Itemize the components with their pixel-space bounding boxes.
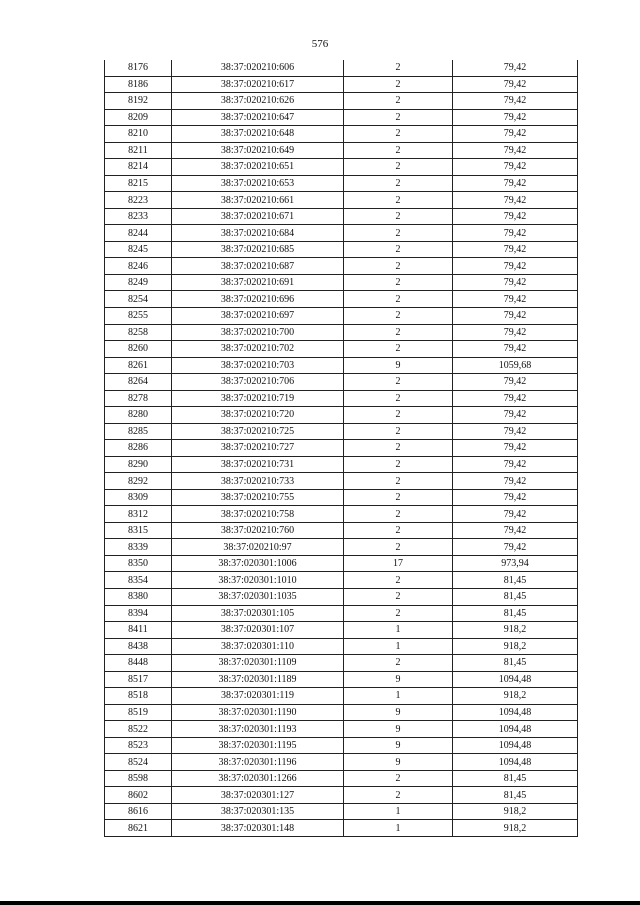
count-cell: 2: [344, 489, 453, 506]
count-cell: 9: [344, 754, 453, 771]
cadastral-number-cell: 38:37:020210:697: [172, 307, 344, 324]
area-cell: 79,42: [453, 142, 578, 159]
cadastral-number-cell: 38:37:020210:755: [172, 489, 344, 506]
table-row: [105, 60, 578, 76]
record-number-cell: 8215: [105, 175, 172, 192]
area-cell: 918,2: [453, 820, 578, 837]
cadastral-number-cell: 38:37:020210:758: [172, 506, 344, 523]
table-row: [105, 456, 578, 473]
count-cell: 2: [344, 522, 453, 539]
cadastral-number-cell: 38:37:020301:1195: [172, 737, 344, 754]
area-cell: 79,42: [453, 506, 578, 523]
record-number-cell: 8524: [105, 754, 172, 771]
count-cell: 2: [344, 605, 453, 622]
area-cell: 79,42: [453, 109, 578, 126]
cadastral-number-cell: 38:37:020210:653: [172, 175, 344, 192]
table-row: [105, 291, 578, 308]
area-cell: 973,94: [453, 555, 578, 572]
cadastral-number-cell: 38:37:020210:647: [172, 109, 344, 126]
table-row: [105, 407, 578, 424]
count-cell: 1: [344, 803, 453, 820]
cadastral-number-cell: 38:37:020301:119: [172, 688, 344, 705]
count-cell: 2: [344, 655, 453, 672]
area-cell: 79,42: [453, 126, 578, 143]
area-cell: 79,42: [453, 440, 578, 457]
area-cell: 79,42: [453, 76, 578, 93]
table-row: [105, 374, 578, 391]
record-number-cell: 8246: [105, 258, 172, 275]
record-number-cell: 8245: [105, 241, 172, 258]
table-row: [105, 159, 578, 176]
cadastral-number-cell: 38:37:020210:671: [172, 208, 344, 225]
cadastral-number-cell: 38:37:020301:1266: [172, 770, 344, 787]
record-number-cell: 8186: [105, 76, 172, 93]
table-row: [105, 572, 578, 589]
count-cell: 2: [344, 506, 453, 523]
area-cell: 81,45: [453, 655, 578, 672]
area-cell: 79,42: [453, 456, 578, 473]
record-number-cell: 8350: [105, 555, 172, 572]
record-number-cell: 8211: [105, 142, 172, 159]
count-cell: 2: [344, 258, 453, 275]
table-row: [105, 539, 578, 556]
property-table: [104, 60, 577, 837]
record-number-cell: 8233: [105, 208, 172, 225]
table-row: [105, 341, 578, 358]
table-row: [105, 671, 578, 688]
record-number-cell: 8292: [105, 473, 172, 490]
count-cell: 2: [344, 572, 453, 589]
table-row: [105, 307, 578, 324]
table-row: [105, 274, 578, 291]
table-row: [105, 126, 578, 143]
table-row: [105, 754, 578, 771]
count-cell: 2: [344, 423, 453, 440]
area-cell: 79,42: [453, 192, 578, 209]
area-cell: 79,42: [453, 60, 578, 76]
area-cell: 918,2: [453, 622, 578, 639]
cadastral-number-cell: 38:37:020301:148: [172, 820, 344, 837]
table-row: [105, 688, 578, 705]
table-row: [105, 589, 578, 606]
count-cell: 2: [344, 407, 453, 424]
count-cell: 2: [344, 159, 453, 176]
area-cell: 79,42: [453, 473, 578, 490]
cadastral-number-cell: 38:37:020210:606: [172, 60, 344, 76]
record-number-cell: 8223: [105, 192, 172, 209]
cadastral-number-cell: 38:37:020301:105: [172, 605, 344, 622]
table-row: [105, 737, 578, 754]
area-cell: 1094,48: [453, 737, 578, 754]
area-cell: 79,42: [453, 291, 578, 308]
record-number-cell: 8621: [105, 820, 172, 837]
table-body: [105, 60, 578, 836]
cadastral-number-cell: 38:37:020301:1193: [172, 721, 344, 738]
record-number-cell: 8210: [105, 126, 172, 143]
area-cell: 79,42: [453, 225, 578, 242]
table-row: [105, 522, 578, 539]
cadastral-number-cell: 38:37:020210:626: [172, 93, 344, 110]
cadastral-number-cell: 38:37:020210:700: [172, 324, 344, 341]
cadastral-number-cell: 38:37:020210:651: [172, 159, 344, 176]
cadastral-number-cell: 38:37:020210:97: [172, 539, 344, 556]
table-row: [105, 803, 578, 820]
table-row: [105, 638, 578, 655]
area-cell: 79,42: [453, 159, 578, 176]
count-cell: 2: [344, 440, 453, 457]
table-row: [105, 357, 578, 374]
count-cell: 2: [344, 341, 453, 358]
record-number-cell: 8244: [105, 225, 172, 242]
record-number-cell: 8264: [105, 374, 172, 391]
area-cell: 1094,48: [453, 704, 578, 721]
area-cell: 1059,68: [453, 357, 578, 374]
record-number-cell: 8519: [105, 704, 172, 721]
record-number-cell: 8249: [105, 274, 172, 291]
record-number-cell: 8411: [105, 622, 172, 639]
area-cell: 81,45: [453, 572, 578, 589]
count-cell: 2: [344, 307, 453, 324]
record-number-cell: 8517: [105, 671, 172, 688]
cadastral-number-cell: 38:37:020301:1006: [172, 555, 344, 572]
cadastral-number-cell: 38:37:020210:727: [172, 440, 344, 457]
cadastral-number-cell: 38:37:020301:1189: [172, 671, 344, 688]
cadastral-number-cell: 38:37:020210:760: [172, 522, 344, 539]
record-number-cell: 8286: [105, 440, 172, 457]
count-cell: 2: [344, 539, 453, 556]
cadastral-number-cell: 38:37:020210:706: [172, 374, 344, 391]
count-cell: 1: [344, 820, 453, 837]
table-row: [105, 109, 578, 126]
count-cell: 2: [344, 93, 453, 110]
cadastral-number-cell: 38:37:020210:720: [172, 407, 344, 424]
area-cell: 81,45: [453, 589, 578, 606]
area-cell: 79,42: [453, 374, 578, 391]
area-cell: 81,45: [453, 605, 578, 622]
count-cell: 2: [344, 109, 453, 126]
count-cell: 2: [344, 374, 453, 391]
record-number-cell: 8278: [105, 390, 172, 407]
count-cell: 2: [344, 456, 453, 473]
count-cell: 2: [344, 274, 453, 291]
table-row: [105, 192, 578, 209]
record-number-cell: 8254: [105, 291, 172, 308]
table-row: [105, 704, 578, 721]
cadastral-number-cell: 38:37:020210:687: [172, 258, 344, 275]
cadastral-number-cell: 38:37:020210:731: [172, 456, 344, 473]
table-row: [105, 622, 578, 639]
area-cell: 79,42: [453, 93, 578, 110]
record-number-cell: 8280: [105, 407, 172, 424]
cadastral-number-cell: 38:37:020301:110: [172, 638, 344, 655]
count-cell: 9: [344, 737, 453, 754]
count-cell: 2: [344, 192, 453, 209]
count-cell: 2: [344, 390, 453, 407]
page-number: 576: [311, 38, 329, 50]
area-cell: 918,2: [453, 803, 578, 820]
cadastral-number-cell: 38:37:020301:1035: [172, 589, 344, 606]
count-cell: 2: [344, 175, 453, 192]
count-cell: 9: [344, 671, 453, 688]
count-cell: 1: [344, 638, 453, 655]
area-cell: 918,2: [453, 688, 578, 705]
area-cell: 81,45: [453, 770, 578, 787]
area-cell: 1094,48: [453, 754, 578, 771]
cadastral-number-cell: 38:37:020210:649: [172, 142, 344, 159]
record-number-cell: 8214: [105, 159, 172, 176]
table-row: [105, 506, 578, 523]
count-cell: 2: [344, 142, 453, 159]
cadastral-number-cell: 38:37:020210:702: [172, 341, 344, 358]
area-cell: 79,42: [453, 407, 578, 424]
table-row: [105, 770, 578, 787]
record-number-cell: 8394: [105, 605, 172, 622]
record-number-cell: 8339: [105, 539, 172, 556]
count-cell: 2: [344, 225, 453, 242]
count-cell: 2: [344, 473, 453, 490]
area-cell: 79,42: [453, 307, 578, 324]
cadastral-number-cell: 38:37:020210:691: [172, 274, 344, 291]
table-row: [105, 721, 578, 738]
area-cell: 79,42: [453, 274, 578, 291]
table-row: [105, 241, 578, 258]
table-row: [105, 390, 578, 407]
table-row: [105, 175, 578, 192]
record-number-cell: 8616: [105, 803, 172, 820]
table-row: [105, 93, 578, 110]
table-row: [105, 820, 578, 837]
record-number-cell: 8209: [105, 109, 172, 126]
area-cell: 79,42: [453, 258, 578, 275]
cadastral-number-cell: 38:37:020210:719: [172, 390, 344, 407]
table-row: [105, 324, 578, 341]
area-cell: 79,42: [453, 175, 578, 192]
cadastral-number-cell: 38:37:020210:685: [172, 241, 344, 258]
count-cell: 2: [344, 770, 453, 787]
record-number-cell: 8258: [105, 324, 172, 341]
table-row: [105, 787, 578, 804]
table-row: [105, 142, 578, 159]
record-number-cell: 8448: [105, 655, 172, 672]
cadastral-number-cell: 38:37:020210:733: [172, 473, 344, 490]
count-cell: 2: [344, 241, 453, 258]
count-cell: 2: [344, 589, 453, 606]
record-number-cell: 8354: [105, 572, 172, 589]
cadastral-number-cell: 38:37:020210:703: [172, 357, 344, 374]
cadastral-number-cell: 38:37:020301:107: [172, 622, 344, 639]
count-cell: 2: [344, 76, 453, 93]
area-cell: 79,42: [453, 522, 578, 539]
cadastral-number-cell: 38:37:020301:1109: [172, 655, 344, 672]
record-number-cell: 8438: [105, 638, 172, 655]
record-number-cell: 8522: [105, 721, 172, 738]
cadastral-number-cell: 38:37:020210:648: [172, 126, 344, 143]
record-number-cell: 8260: [105, 341, 172, 358]
record-number-cell: 8285: [105, 423, 172, 440]
area-cell: 79,42: [453, 539, 578, 556]
count-cell: 2: [344, 787, 453, 804]
cadastral-number-cell: 38:37:020301:1190: [172, 704, 344, 721]
table-row: [105, 489, 578, 506]
count-cell: 9: [344, 704, 453, 721]
count-cell: 2: [344, 126, 453, 143]
cadastral-number-cell: 38:37:020301:1196: [172, 754, 344, 771]
record-number-cell: 8192: [105, 93, 172, 110]
cadastral-number-cell: 38:37:020301:1010: [172, 572, 344, 589]
record-number-cell: 8602: [105, 787, 172, 804]
record-number-cell: 8312: [105, 506, 172, 523]
count-cell: 2: [344, 208, 453, 225]
area-cell: 79,42: [453, 208, 578, 225]
count-cell: 2: [344, 324, 453, 341]
table-row: [105, 605, 578, 622]
record-number-cell: 8315: [105, 522, 172, 539]
area-cell: 1094,48: [453, 721, 578, 738]
count-cell: 2: [344, 291, 453, 308]
count-cell: 1: [344, 688, 453, 705]
count-cell: 17: [344, 555, 453, 572]
area-cell: 79,42: [453, 390, 578, 407]
area-cell: 918,2: [453, 638, 578, 655]
table-row: [105, 473, 578, 490]
record-number-cell: 8309: [105, 489, 172, 506]
area-cell: 79,42: [453, 423, 578, 440]
cadastral-number-cell: 38:37:020301:127: [172, 787, 344, 804]
bottom-rule: [0, 901, 640, 905]
record-number-cell: 8518: [105, 688, 172, 705]
cadastral-number-cell: 38:37:020210:684: [172, 225, 344, 242]
area-cell: 81,45: [453, 787, 578, 804]
cadastral-number-cell: 38:37:020210:661: [172, 192, 344, 209]
record-number-cell: 8290: [105, 456, 172, 473]
area-cell: 79,42: [453, 241, 578, 258]
count-cell: 2: [344, 60, 453, 76]
table-row: [105, 555, 578, 572]
table-row: [105, 258, 578, 275]
record-number-cell: 8261: [105, 357, 172, 374]
table-row: [105, 655, 578, 672]
area-cell: 79,42: [453, 341, 578, 358]
record-number-cell: 8255: [105, 307, 172, 324]
table-row: [105, 423, 578, 440]
table-row: [105, 208, 578, 225]
record-number-cell: 8598: [105, 770, 172, 787]
count-cell: 1: [344, 622, 453, 639]
record-number-cell: 8523: [105, 737, 172, 754]
count-cell: 9: [344, 721, 453, 738]
area-cell: 79,42: [453, 489, 578, 506]
cadastral-number-cell: 38:37:020301:135: [172, 803, 344, 820]
record-number-cell: 8380: [105, 589, 172, 606]
area-cell: 79,42: [453, 324, 578, 341]
record-number-cell: 8176: [105, 60, 172, 76]
count-cell: 9: [344, 357, 453, 374]
table-row: [105, 225, 578, 242]
table-row: [105, 440, 578, 457]
cadastral-number-cell: 38:37:020210:696: [172, 291, 344, 308]
cadastral-number-cell: 38:37:020210:725: [172, 423, 344, 440]
area-cell: 1094,48: [453, 671, 578, 688]
table-row: [105, 76, 578, 93]
cadastral-number-cell: 38:37:020210:617: [172, 76, 344, 93]
